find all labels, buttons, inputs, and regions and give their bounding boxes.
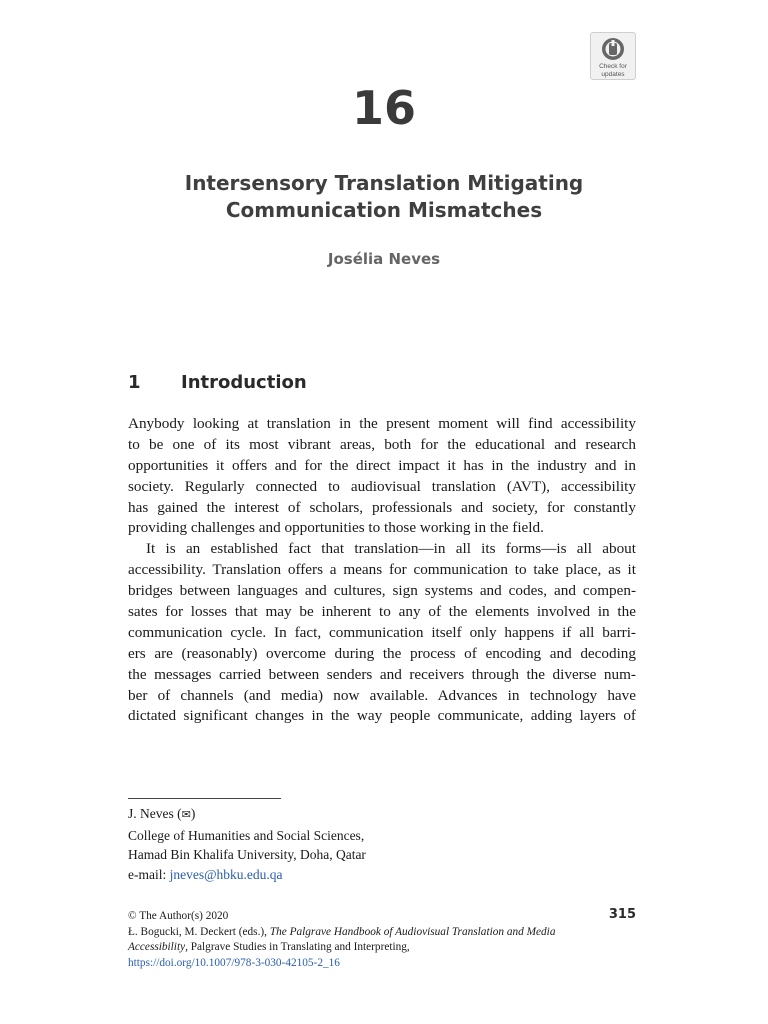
footnote-divider xyxy=(128,798,281,799)
footnote-author-close: ) xyxy=(190,806,196,821)
body-line: the messages carried between senders and receivers through the diverse num- xyxy=(128,665,636,683)
citation-line-1 xyxy=(128,925,636,941)
citation-series: , Palgrave Studies in Translating and Interpreting, xyxy=(185,941,410,953)
body-line: Anybody looking at translation in the present moment will find accessibility xyxy=(128,415,636,432)
badge-text-line1: Check for xyxy=(599,63,627,70)
footnote-email-line xyxy=(128,865,548,885)
body-line: opportunities it offers and for the direct impact it has in the industry and in xyxy=(128,456,636,474)
author-email-link[interactable]: jneves@hbku.edu.qa xyxy=(169,866,283,882)
author-footnote xyxy=(128,804,548,884)
doi-link[interactable]: https://doi.org/10.1007/978-3-030-42105-2_16 xyxy=(128,956,340,969)
envelope-icon: ✉ xyxy=(181,809,191,821)
body-line: accessibility. Translation offers a means for communication to take place, as it xyxy=(128,561,636,579)
footnote-affiliation-2: Hamad Bin Khalifa University, Doha, Qatar xyxy=(128,847,366,862)
chapter-title xyxy=(100,170,668,224)
footnote-email-label: e-mail: xyxy=(128,866,170,882)
body-line: to be one of its most vibrant areas, both for the educational and research xyxy=(128,435,636,453)
body-line: communication cycle. In fact, communication itself only happens if all barri- xyxy=(128,623,636,641)
page-number: 315 xyxy=(608,907,636,922)
body-line: providing challenges and opportunities to those working in the field. xyxy=(128,519,544,537)
footnote-affiliation-1: College of Humanities and Social Sciences, xyxy=(128,827,365,843)
body-line: bridges between languages and cultures, sign systems and codes, and compen- xyxy=(128,582,636,600)
body-text xyxy=(128,414,636,727)
update-check-icon xyxy=(600,36,626,62)
chapter-author: Josélia Neves xyxy=(327,250,441,268)
body-line: dictated significant changes in the way people communicate, adding layers of xyxy=(128,707,636,725)
citation-line-3 xyxy=(128,956,636,972)
copyright-line: © The Author(s) 2020 xyxy=(128,910,229,922)
book-title-part-a: The Palgrave Handbook of Audiovisual Translation and Media xyxy=(269,925,556,938)
badge-text-line2: updates xyxy=(601,71,625,78)
body-line: sates for losses that may be inherent to any of the elements involved in the xyxy=(128,603,636,621)
book-title-part-b: Accessibility xyxy=(128,941,186,953)
citation-editors: Ł. Bogucki, M. Deckert (eds.), xyxy=(128,925,270,938)
body-line: society. Regularly connected to audiovisual translation (AVT), accessibility xyxy=(128,477,636,495)
section-number: 1 xyxy=(128,372,141,393)
chapter-number: 16 xyxy=(351,81,416,135)
citation-line-2 xyxy=(128,940,636,956)
section-heading xyxy=(128,370,307,396)
footnote-author-line xyxy=(128,804,548,826)
body-line: ber of channels (and media) now available. Advances in technology have xyxy=(128,686,636,704)
chapter-title-line2: Communication Mismatches xyxy=(225,198,543,222)
body-line: has gained the interest of scholars, professionals and society, for constantly xyxy=(128,498,636,516)
body-line: ers are (reasonably) overcome during the process of encoding and decoding xyxy=(128,644,636,662)
check-for-updates-badge[interactable] xyxy=(590,32,636,80)
section-title: Introduction xyxy=(181,372,307,393)
chapter-title-line1: Intersensory Translation Mitigating xyxy=(184,171,584,195)
body-line: It is an established fact that translation—in all its forms—is all about xyxy=(146,540,636,558)
footnote-author-name: J. Neves ( xyxy=(128,806,182,821)
